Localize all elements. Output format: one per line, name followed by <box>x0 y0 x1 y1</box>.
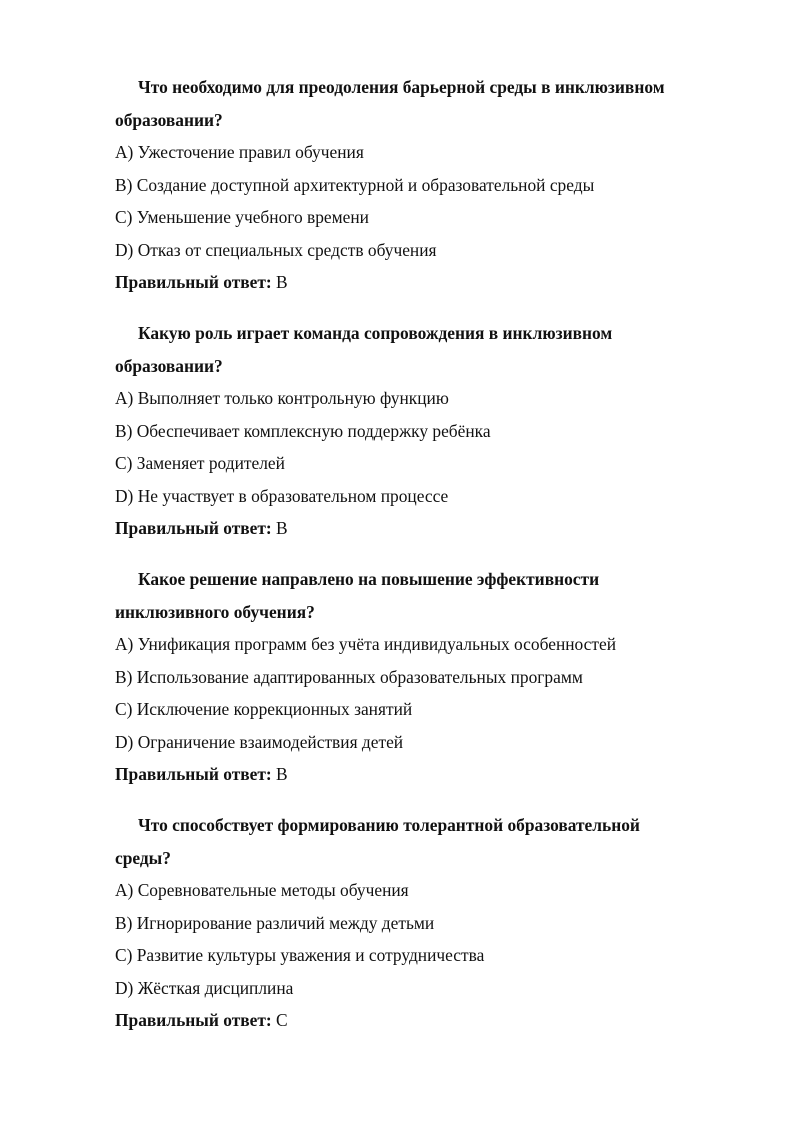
option-a: A) Унификация программ без учёта индивидуальных особенностей <box>115 634 617 654</box>
option-b: B) Игнорирование различий между детьми <box>115 912 435 933</box>
correct-answer-value: B <box>276 272 288 292</box>
correct-answer-label: Правильный ответ: <box>115 518 272 538</box>
question-block-4 <box>115 809 715 1037</box>
option-d: D) Отказ от специальных средств обучения <box>115 239 437 260</box>
correct-answer <box>115 512 715 545</box>
correct-answer-label: Правильный ответ: <box>115 1010 272 1030</box>
option-d: D) Жёсткая дисциплина <box>115 977 294 998</box>
option-c: C) Исключение коррекционных занятий <box>115 699 413 719</box>
correct-answer <box>115 1004 715 1037</box>
option-d: D) Ограничение взаимодействия детей <box>115 731 404 752</box>
option-a: A) Выполняет только контрольную функцию <box>115 388 449 408</box>
question-text: Какое решение направлено на повышение эффективности <box>138 569 600 589</box>
option-c: C) Развитие культуры уважения и сотрудничества <box>115 945 485 965</box>
correct-answer <box>115 266 715 299</box>
option-b: B) Использование адаптированных образовательных программ <box>115 666 583 687</box>
option-a: A) Ужесточение правил обучения <box>115 142 364 162</box>
option-a: A) Соревновательные методы обучения <box>115 880 409 900</box>
question-block-2 <box>115 317 715 545</box>
question-block-3 <box>115 563 715 791</box>
option-d: D) Не участвует в образовательном процессе <box>115 485 449 506</box>
question-text-continued: среды? <box>115 847 171 868</box>
question-text-continued: образовании? <box>115 355 223 376</box>
question-text: Что способствует формированию толерантной образовательной <box>138 815 640 835</box>
correct-answer-label: Правильный ответ: <box>115 272 272 292</box>
correct-answer-value: B <box>276 764 288 784</box>
option-c: C) Уменьшение учебного времени <box>115 207 369 227</box>
question-text: Что необходимо для преодоления барьерной среды в инклюзивном <box>138 77 665 97</box>
correct-answer <box>115 758 715 791</box>
correct-answer-label: Правильный ответ: <box>115 764 272 784</box>
correct-answer-value: B <box>276 518 288 538</box>
question-text: Какую роль играет команда сопровождения в инклюзивном <box>138 323 613 343</box>
question-block-1 <box>115 71 715 299</box>
option-b: B) Создание доступной архитектурной и образовательной среды <box>115 174 595 195</box>
option-b: B) Обеспечивает комплексную поддержку ребёнка <box>115 420 491 441</box>
option-c: C) Заменяет родителей <box>115 453 285 473</box>
question-text-continued: образовании? <box>115 109 223 130</box>
correct-answer-value: C <box>276 1010 288 1030</box>
question-text-continued: инклюзивного обучения? <box>115 601 315 622</box>
